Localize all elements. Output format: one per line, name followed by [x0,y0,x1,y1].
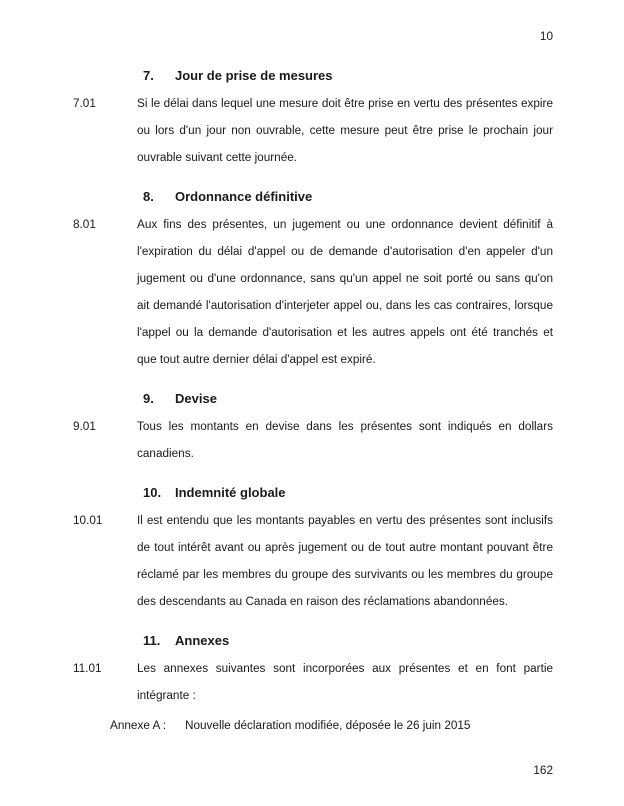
section-heading [143,183,553,210]
section-10 [73,479,553,615]
paragraph-text: Les annexes suivantes sont incorporées aux présentes et en font partie intégrante : [137,662,553,702]
section-heading [143,385,553,412]
section-title: Ordonnance définitive [175,189,313,204]
paragraph-text: Tous les montants en devise dans les présentes sont indiqués en dollars canadiens. [137,420,553,460]
section-heading [143,62,553,89]
section-7 [73,62,553,171]
section-9 [73,385,553,467]
paragraph [73,655,553,709]
paragraph-ref: 10.01 [73,514,103,527]
section-title: Jour de prise de mesures [175,68,333,83]
paragraph [73,211,553,373]
annexe-row [110,712,553,739]
paragraph-text: Il est entendu que les montants payables en vertu des présentes sont inclusifs de tout intérêt avant ou après jugement ou de tout autre montant pouvant être réclamé par les membres du groupe des survivants ou les membres du groupe des descendants au Canada en raison des réclamations abandonnées. [137,514,553,608]
paragraph [73,507,553,615]
section-heading [143,627,553,654]
section-8 [73,183,553,373]
section-number: 10. [143,485,162,500]
paragraph [73,90,553,171]
header-page-number: 10 [539,30,553,43]
annexe-text: Nouvelle déclaration modifiée, déposée le 26 juin 2015 [185,719,471,732]
paragraph [73,413,553,467]
section-11 [73,627,553,739]
paragraph-text: Si le délai dans lequel une mesure doit être prise en vertu des présentes expire ou lors d'un jour non ouvrable, cette mesure peut être prise le prochain jour ouvrable suivant cette journée. [137,97,553,164]
section-number: 11. [143,633,161,648]
paragraph-ref: 8.01 [73,218,96,231]
paragraph-ref: 11.01 [73,662,102,675]
document-content [73,50,553,739]
paragraph-ref: 9.01 [73,420,96,433]
section-title: Indemnité globale [175,485,286,500]
annexe-label: Annexe A : [110,719,167,732]
section-title: Devise [175,391,217,406]
section-number: 8. [143,189,154,204]
section-heading [143,479,553,506]
footer-page-number: 162 [533,764,553,777]
paragraph-ref: 7.01 [73,97,96,110]
paragraph-text: Aux fins des présentes, un jugement ou une ordonnance devient définitif à l'expiration du délai d'appel ou de demande d'autorisation d'en appeler d'un jugement ou d'une ordonnance, sans qu'un appel ne soit porté ou sans qu'on ait demandé l'autorisation d'interjeter appel ou, dans les cas contraires, lorsque l'appel ou la demande d'autorisation et les autres appels ont été tranchés et que tout autre dernier délai d'appel est expiré. [137,218,553,366]
section-title: Annexes [175,633,230,648]
section-number: 9. [143,391,154,406]
section-number: 7. [143,68,154,83]
